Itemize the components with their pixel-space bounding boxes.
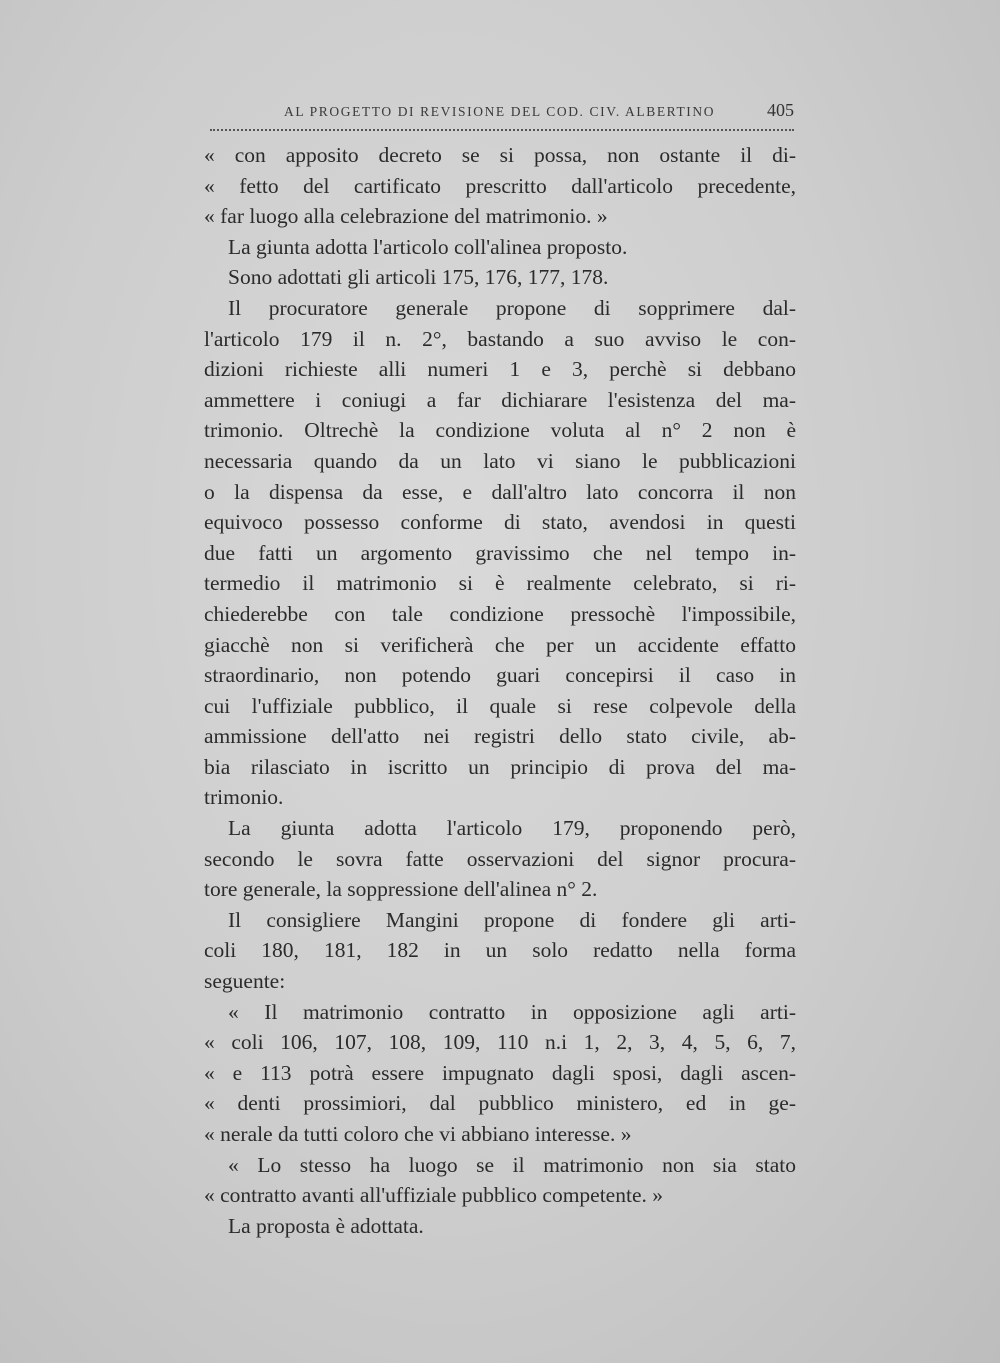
text-line: secondo le sovra fatte osservazioni del signor procura- xyxy=(204,846,796,871)
text-line: La giunta adotta l'articolo coll'alinea proposto. xyxy=(228,234,628,259)
text-line: « far luogo alla celebrazione del matrimonio. » xyxy=(204,204,608,229)
text-line: Il consigliere Mangini propone di fondere gli arti- xyxy=(228,907,796,932)
text-line: « Il matrimonio contratto in opposizione agli arti- xyxy=(228,999,796,1024)
text-line: « Lo stesso ha luogo se il matrimonio non sia stato xyxy=(228,1152,796,1177)
header-rule xyxy=(210,129,794,131)
text-line: chiederebbe con tale condizione pressochè l'impossibile, xyxy=(204,601,796,626)
text-line: termedio il matrimonio si è realmente celebrato, si ri- xyxy=(204,571,796,596)
text-line: trimonio. Oltrechè la condizione voluta al n° 2 non è xyxy=(204,418,796,443)
text-line: dizioni richieste alli numeri 1 e 3, perchè si debbano xyxy=(204,357,796,382)
text-line: « denti prossimiori, dal pubblico ministero, ed in ge- xyxy=(204,1091,796,1116)
text-line: « e 113 potrà essere impugnato dagli sposi, dagli ascen- xyxy=(204,1060,796,1085)
text-line: equivoco possesso conforme di stato, avendosi in questi xyxy=(204,510,796,535)
text-line: Il procuratore generale propone di sopprimere dal- xyxy=(228,295,796,320)
text-line: ammissione dell'atto nei registri dello stato civile, ab- xyxy=(204,724,796,749)
text-line: ammettere i coniugi a far dichiarare l'esistenza del ma- xyxy=(204,387,796,412)
text-line: l'articolo 179 il n. 2°, bastando a suo avviso le con- xyxy=(204,326,796,351)
text-line: trimonio. xyxy=(204,785,284,810)
text-line: « nerale da tutti coloro che vi abbiano interesse. » xyxy=(204,1122,632,1146)
text-line: o la dispensa da esse, e dall'altro lato concorra il non xyxy=(204,479,796,504)
running-title: AL PROGETTO DI REVISIONE DEL COD. CIV. ALBERTINO xyxy=(284,104,716,119)
page-header xyxy=(284,100,794,128)
text-line: coli 180, 181, 182 in un solo redatto nella forma xyxy=(204,938,796,963)
text-line: cui l'uffiziale pubblico, il quale si rese colpevole della xyxy=(204,693,796,718)
text-line: giacchè non si verificherà che per un accidente effatto xyxy=(204,632,796,657)
text-line: « contratto avanti all'uffiziale pubblico competente. » xyxy=(204,1183,663,1208)
text-line: straordinario, non potendo guari concepirsi il caso in xyxy=(204,663,796,688)
text-line: due fatti un argomento gravissimo che nel tempo in- xyxy=(204,540,796,565)
text-line: La proposta è adottata. xyxy=(228,1213,424,1238)
text-line: La giunta adotta l'articolo 179, proponendo però, xyxy=(228,816,796,841)
text-line: « coli 106, 107, 108, 109, 110 n.i 1, 2, 3, 4, 5, 6, 7, xyxy=(204,1030,796,1055)
text-line: necessaria quando da un lato vi siano le pubblicazioni xyxy=(204,448,796,473)
text-line: tore generale, la soppressione dell'alinea n° 2. xyxy=(204,877,598,902)
text-line: « fetto del cartificato prescritto dall'articolo precedente, xyxy=(204,173,796,198)
text-line: Sono adottati gli articoli 175, 176, 177, 178. xyxy=(228,265,609,290)
page-number: 405 xyxy=(767,100,794,120)
body-text xyxy=(204,140,796,1241)
text-line: bia rilasciato in iscritto un principio di prova del ma- xyxy=(204,754,796,779)
text-line: seguente: xyxy=(204,969,286,994)
text-line: « con apposito decreto se si possa, non ostante il di- xyxy=(204,143,796,167)
